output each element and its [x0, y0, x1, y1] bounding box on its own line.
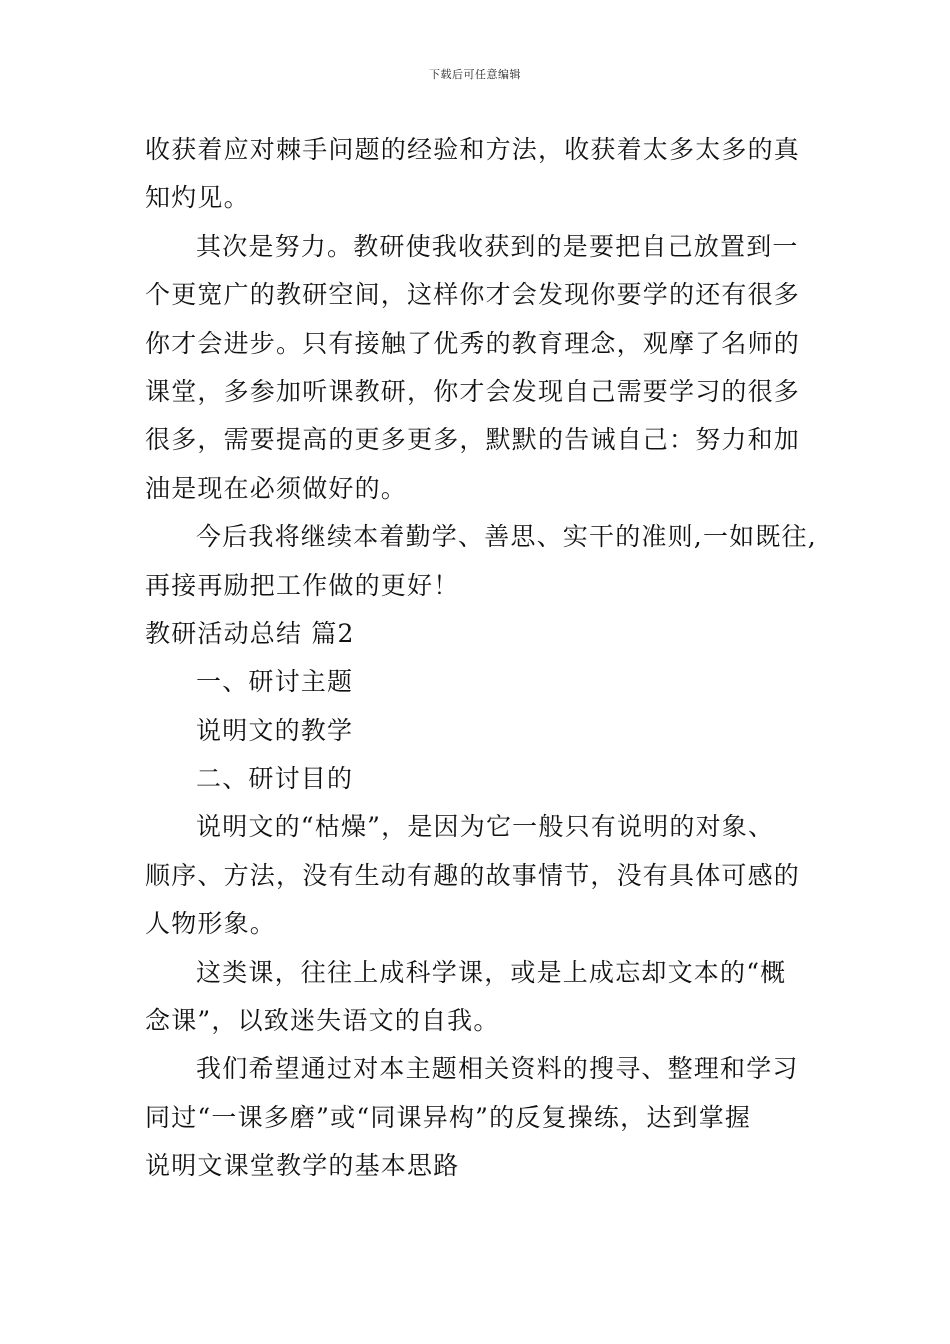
text-line: 说明文的教学 — [196, 715, 354, 745]
document-body — [145, 126, 817, 1191]
text-line: 二、研讨目的 — [196, 764, 354, 794]
text-line: 我们希望通过对本主题相关资料的搜寻、整理和学习 — [196, 1054, 799, 1084]
text-line: 顺序、方法，没有生动有趣的故事情节，没有具体可感的 — [145, 860, 801, 890]
text-line: 油是现在必须做好的。 — [145, 473, 408, 503]
text-line: 人物形象。 — [145, 909, 277, 939]
text-line: 这类课，往往上成科学课，或是上成忘却文本的“概 — [196, 957, 787, 987]
text-line: 你才会进步。只有接触了优秀的教育理念，观摩了名师的 — [145, 328, 801, 358]
text-line: 很多，需要提高的更多更多，默默的告诫自己：努力和加 — [145, 425, 801, 455]
text-line: 说明文课堂教学的基本思路 — [145, 1151, 460, 1181]
text-line: 同过“一课多磨”或“同课异构”的反复操练，达到掌握 — [145, 1102, 752, 1132]
text-line: 其次是努力。教研使我收获到的是要把自己放置到一 — [196, 231, 799, 261]
text-line: 再接再励把工作做的更好！ — [145, 570, 460, 600]
text-line: 一、研讨主题 — [196, 667, 354, 697]
text-line: 知灼见。 — [145, 183, 250, 213]
text-line: 说明文的“枯燥”，是因为它一般只有说明的对象、 — [196, 812, 775, 842]
text-line: 今后我将继续本着勤学、善思、实干的准则,一如既往, — [196, 522, 817, 552]
text-line: 个更宽广的教研空间，这样你才会发现你要学的还有很多 — [145, 280, 801, 310]
text-line: 念课”，以致迷失语文的自我。 — [145, 1006, 500, 1036]
text-line: 收获着应对棘手问题的经验和方法，收获着太多太多的真 — [145, 135, 801, 164]
text-line: 课堂，多参加听课教研，你才会发现自己需要学习的很多 — [145, 376, 801, 406]
text-line: 教研活动总结 篇2 — [145, 618, 355, 648]
header-note: 下载后可任意编辑 — [429, 68, 521, 81]
